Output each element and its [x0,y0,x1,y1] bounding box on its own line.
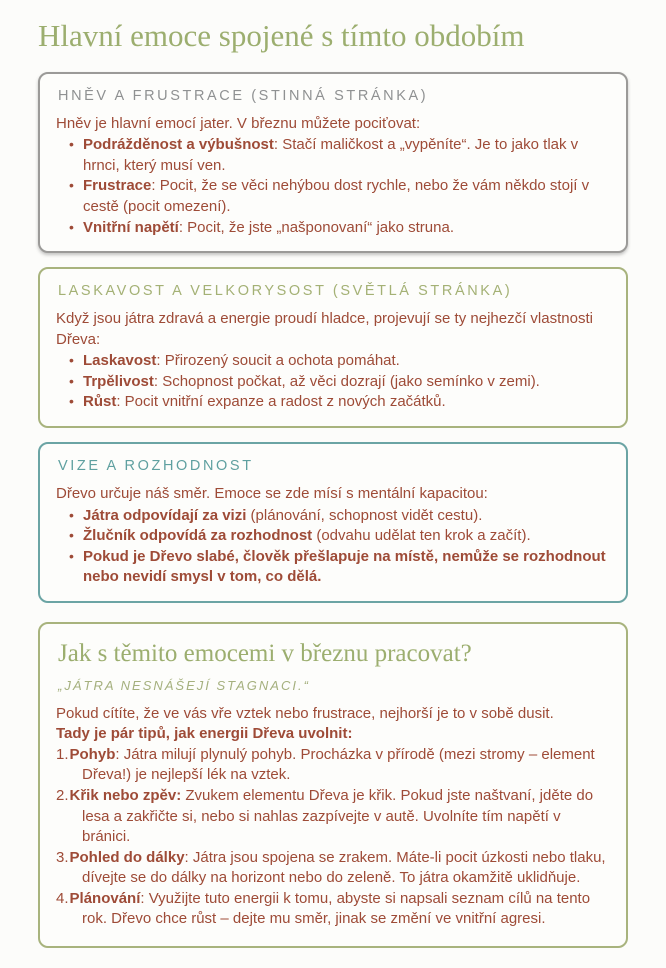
step-text: : Játra milují plynulý pohyb. Procházka v přírodě (mezi stromy – element Dřeva!) je nejlepší lék na vztek. [82,745,595,784]
step-item [56,848,610,889]
step-number: 3. [56,848,69,866]
howto-steps [56,745,610,930]
bullet-text: : Pocit, že se věci nehýbou dost rychle, nebo že vám někdo stojí v cestě (pocit omezení). [83,177,590,215]
bullet-item [56,135,610,176]
bullet-item [56,351,610,372]
section-anger-heading: HNĚV A FRUSTRACE (STINNÁ STRÁNKA) [58,87,429,104]
section-howto-card [38,622,628,948]
bullet-term: Laskavost [83,352,157,370]
bullet-item [56,506,610,527]
bullet-term: Pokud je Dřevo slabé, člověk přešlapuje na místě, nemůže se rozhodnout nebo nevidí smysl v tom, co dělá. [83,547,606,586]
section-kindness-card [38,267,628,428]
bullet-text: : Schopnost počkat, až věci dozrají (jako semínko v zemi). [153,372,540,390]
section-vision-heading: VIZE A ROZHODNOST [58,457,254,474]
bullet-term: Růst [83,393,117,411]
section-anger-intro: Hněv je hlavní emocí jater. V březnu můžete pociťovat: [56,114,421,132]
bullet-text: : Stačí maličkost a „vypěníte“. Je to jako tlak v hrnci, který musí ven. [83,136,579,174]
step-item [56,889,610,930]
bullet-text: : Pocit, že jste „našponovaní“ jako struna. [178,218,454,236]
section-vision-intro: Dřevo určuje náš směr. Emoce se zde mísí s mentální kapacitou: [56,485,488,503]
howto-tips-label: Tady je pár tipů, jak energii Dřeva uvolnit: [56,725,353,743]
howto-intro: Pokud cítíte, že ve vás vře vztek nebo frustrace, nejhorší je to v sobě dusit. [56,704,554,722]
section-anger-bullets [56,135,610,238]
page-title: Hlavní emoce spojené s tímto obdobím [38,18,525,53]
bullet-item [56,372,610,393]
section-anger-card [38,72,628,253]
bullet-term: Podrážděnost a výbušnost [83,136,274,154]
bullet-term: Vnitřní napětí [83,218,179,236]
step-item [56,745,610,786]
section-kindness-heading: LASKAVOST A VELKORYSOST (SVĚTLÁ STRÁNKA) [58,283,513,300]
bullet-term: Trpělivost [83,372,154,390]
bullet-text: : Přirozený soucit a ochota pomáhat. [156,352,400,370]
howto-title: Jak s těmito emocemi v březnu pracovat? [58,639,472,667]
bullet-text: (plánování, schopnost vidět cestu). [246,506,483,524]
step-text: Zvukem elementu Dřeva je křik. Pokud jste naštvaní, jděte do lesa a zakřičte si, nebo si nahlas zazpívejte v autě. Uvolníte tím napětí v bránici. [82,786,594,846]
bullet-text: : Pocit vnitřní expanze a radost z nových začátků. [116,393,446,411]
step-number: 2. [56,786,69,804]
bullet-term: Frustrace [83,177,152,195]
step-term: Pohyb [69,745,116,763]
bullet-item [56,218,610,239]
step-text: : Využijte tuto energii k tomu, abyste si napsali seznam cílů na tento rok. Dřevo chce růst – dejte mu směr, jinak se změní ve vnitřní agresi. [82,889,591,928]
step-term: Pohled do dálky [69,848,185,866]
step-item [56,786,610,848]
bullet-item [56,547,610,588]
step-number: 4. [56,889,69,907]
step-number: 1. [56,745,69,763]
section-vision-bullets [56,506,610,588]
section-kindness-bullets [56,351,610,413]
bullet-term: Žlučník odpovídá za rozhodnost [83,527,313,545]
howto-quote: „JÁTRA NESNÁŠEJÍ STAGNACI.“ [58,677,310,693]
section-kindness-intro: Když jsou játra zdravá a energie proudí hladce, projevují se ty nejhezčí vlastnosti Dřeva: [56,310,593,348]
bullet-item [56,176,610,217]
step-text: : Játra jsou spojena se zrakem. Máte-li pocit úzkosti nebo tlaku, dívejte se do dálky na horizont nebo do zeleně. To játra okamžitě uklidňuje. [82,848,606,887]
step-term: Křik nebo zpěv: [69,786,182,804]
step-term: Plánování [69,889,141,907]
bullet-term: Játra odpovídají za vizi [83,506,247,524]
bullet-item [56,392,610,413]
section-vision-card [38,442,628,603]
bullet-item [56,526,610,547]
bullet-text: (odvahu udělat ten krok a začít). [312,527,531,545]
